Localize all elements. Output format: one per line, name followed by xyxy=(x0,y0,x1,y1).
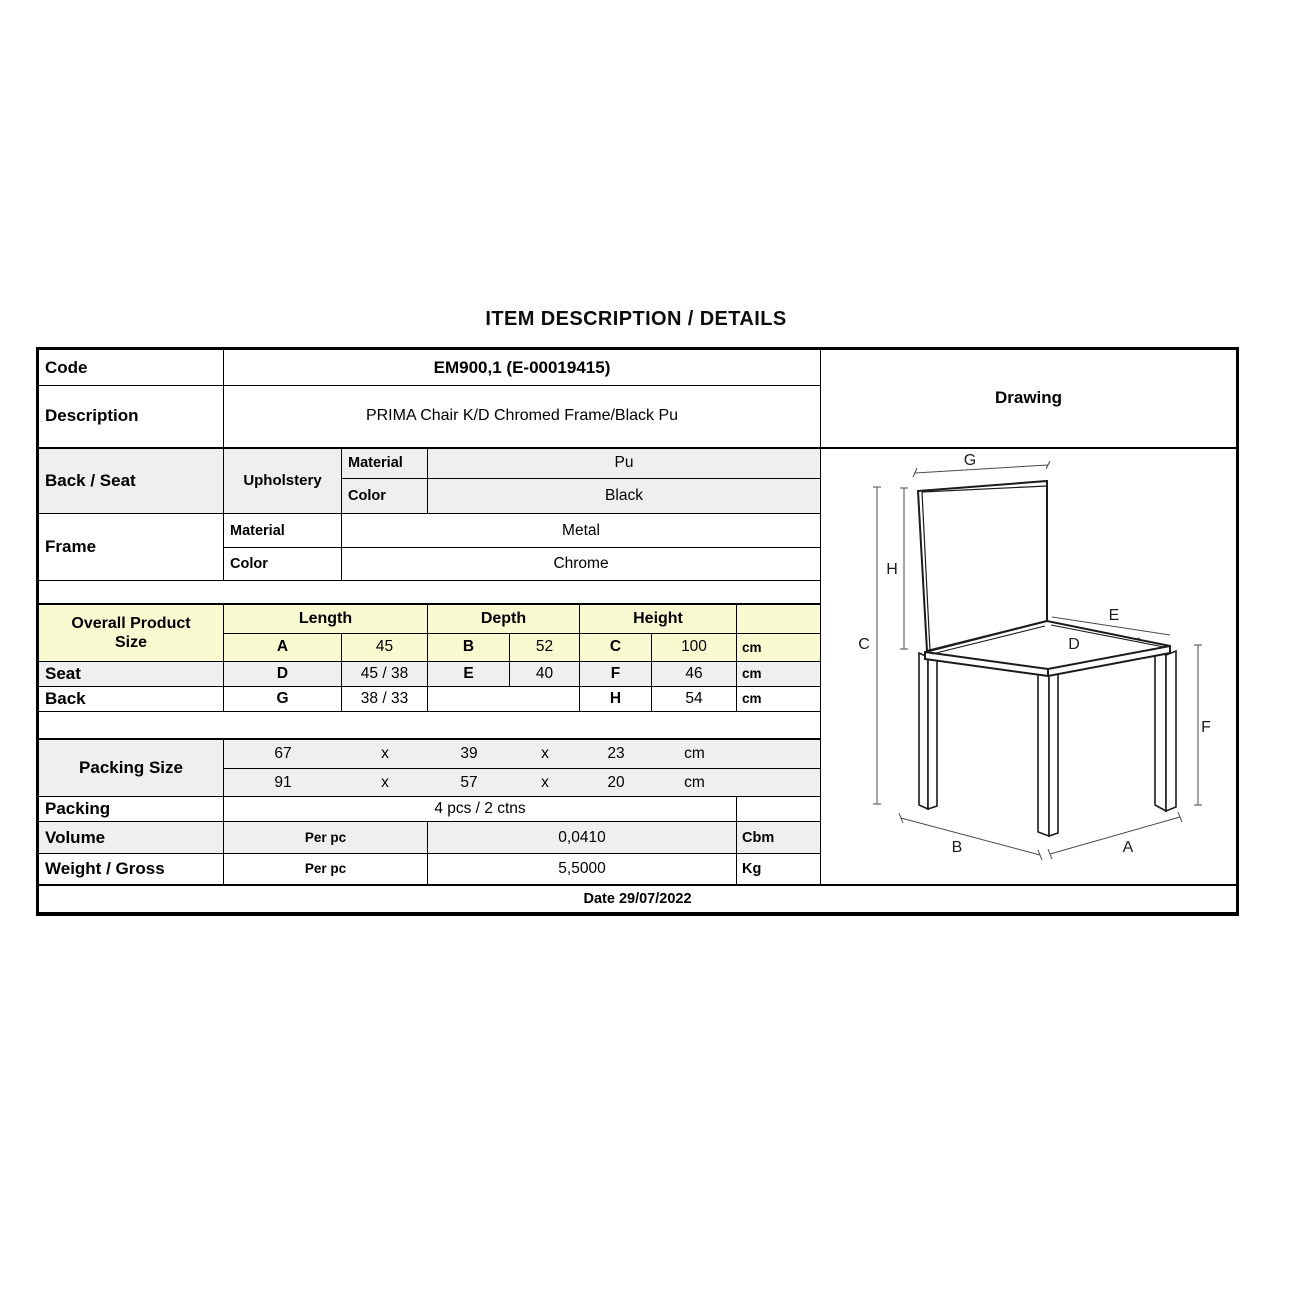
back-seat-color-label: Color xyxy=(342,479,428,514)
overall-c-value: 100 xyxy=(652,633,737,661)
packing-2-length: 91 xyxy=(274,773,292,791)
back-g-value: 38 / 33 xyxy=(342,686,428,711)
seat-e-value: 40 xyxy=(510,661,580,686)
overall-size-line1: Overall Product xyxy=(71,614,191,632)
dim-label-b: B xyxy=(951,838,963,856)
chair-legs xyxy=(919,650,1176,836)
dim-label-h: H xyxy=(886,560,898,578)
overall-size-line2: Size xyxy=(114,633,147,651)
spacer-row xyxy=(38,581,821,604)
back-unit: cm xyxy=(737,686,821,711)
weight-value: 5,5000 xyxy=(428,854,737,885)
packing-1-unit: cm xyxy=(684,745,705,763)
back-label: Back xyxy=(38,686,224,711)
overall-a-value: 45 xyxy=(342,633,428,661)
description-label: Description xyxy=(38,386,224,448)
dim-line-b xyxy=(901,818,1040,855)
seat-d-key: D xyxy=(224,661,342,686)
depth-header: Depth xyxy=(428,604,580,633)
volume-label: Volume xyxy=(38,822,224,854)
chair-drawing xyxy=(821,449,1237,879)
code-label: Code xyxy=(38,349,224,386)
packing-empty-cell xyxy=(737,797,821,822)
back-seat-material-label: Material xyxy=(342,448,428,479)
overall-size-label xyxy=(38,604,224,661)
overall-a-key: A xyxy=(224,633,342,661)
frame-color-label: Color xyxy=(224,548,342,581)
frame-material-label: Material xyxy=(224,514,342,548)
height-header: Height xyxy=(580,604,737,633)
date-row: Date 29/07/2022 xyxy=(38,885,1238,914)
back-h-key: H xyxy=(580,686,652,711)
packing-2-x1: x xyxy=(381,773,389,791)
packing-1-depth: 39 xyxy=(460,745,478,763)
spec-table xyxy=(36,347,1239,916)
weight-unit: Kg xyxy=(737,854,821,885)
back-g-key: G xyxy=(224,686,342,711)
overall-b-key: B xyxy=(428,633,510,661)
volume-unit: Cbm xyxy=(737,822,821,854)
dim-label-d: D xyxy=(1068,635,1080,653)
packing-size-label: Packing Size xyxy=(38,739,224,796)
packing-size-row-1 xyxy=(224,739,821,768)
chair-leg-right xyxy=(1155,650,1166,811)
chair-drawing-cell xyxy=(821,448,1238,885)
packing-1-x1: x xyxy=(381,745,389,763)
frame-label: Frame xyxy=(38,514,224,581)
seat-label: Seat xyxy=(38,661,224,686)
chair-leg-left xyxy=(919,653,928,809)
packing-2-height: 20 xyxy=(607,773,625,791)
code-value: EM900,1 (E-00019415) xyxy=(224,349,821,386)
unit-header-empty xyxy=(737,604,821,633)
back-h-value: 54 xyxy=(652,686,737,711)
chair-leg-front xyxy=(1038,670,1049,836)
weight-per-pc: Per pc xyxy=(224,854,428,885)
back-seat-color-value: Black xyxy=(428,479,821,514)
drawing-title: Drawing xyxy=(821,349,1238,448)
packing-size-row-2 xyxy=(224,769,821,797)
back-seat-label: Back / Seat xyxy=(38,448,224,514)
length-header: Length xyxy=(224,604,428,633)
back-seat-material-value: Pu xyxy=(428,448,821,479)
dim-line-g xyxy=(915,465,1048,473)
spacer-row xyxy=(38,711,821,739)
packing-2-unit: cm xyxy=(684,773,705,791)
packing-value: 4 pcs / 2 ctns xyxy=(224,797,737,822)
dim-line-a xyxy=(1050,817,1180,854)
overall-c-key: C xyxy=(580,633,652,661)
packing-1-height: 23 xyxy=(607,745,625,763)
overall-b-value: 52 xyxy=(510,633,580,661)
volume-value: 0,0410 xyxy=(428,822,737,854)
weight-label: Weight / Gross xyxy=(38,854,224,885)
dim-label-g: G xyxy=(963,451,977,469)
packing-2-depth: 57 xyxy=(460,773,478,791)
seat-e-key: E xyxy=(428,661,510,686)
dim-label-c: C xyxy=(858,635,870,653)
upholstery-label: Upholstery xyxy=(224,448,342,514)
volume-per-pc: Per pc xyxy=(224,822,428,854)
packing-1-length: 67 xyxy=(274,745,292,763)
packing-1-x2: x xyxy=(541,745,549,763)
seat-f-value: 46 xyxy=(652,661,737,686)
frame-material-value: Metal xyxy=(342,514,821,548)
chair-shape xyxy=(918,481,1176,836)
page-title: ITEM DESCRIPTION / DETAILS xyxy=(485,308,787,330)
dim-label-a: A xyxy=(1122,838,1134,856)
description-value: PRIMA Chair K/D Chromed Frame/Black Pu xyxy=(224,386,821,448)
packing-2-x2: x xyxy=(541,773,549,791)
packing-label: Packing xyxy=(38,797,224,822)
seat-d-value: 45 / 38 xyxy=(342,661,428,686)
overall-unit: cm xyxy=(737,633,821,661)
seat-f-key: F xyxy=(580,661,652,686)
seat-unit: cm xyxy=(737,661,821,686)
dim-label-f: F xyxy=(1201,718,1211,736)
back-empty-cell xyxy=(428,686,580,711)
dim-label-e: E xyxy=(1108,606,1120,624)
frame-color-value: Chrome xyxy=(342,548,821,581)
